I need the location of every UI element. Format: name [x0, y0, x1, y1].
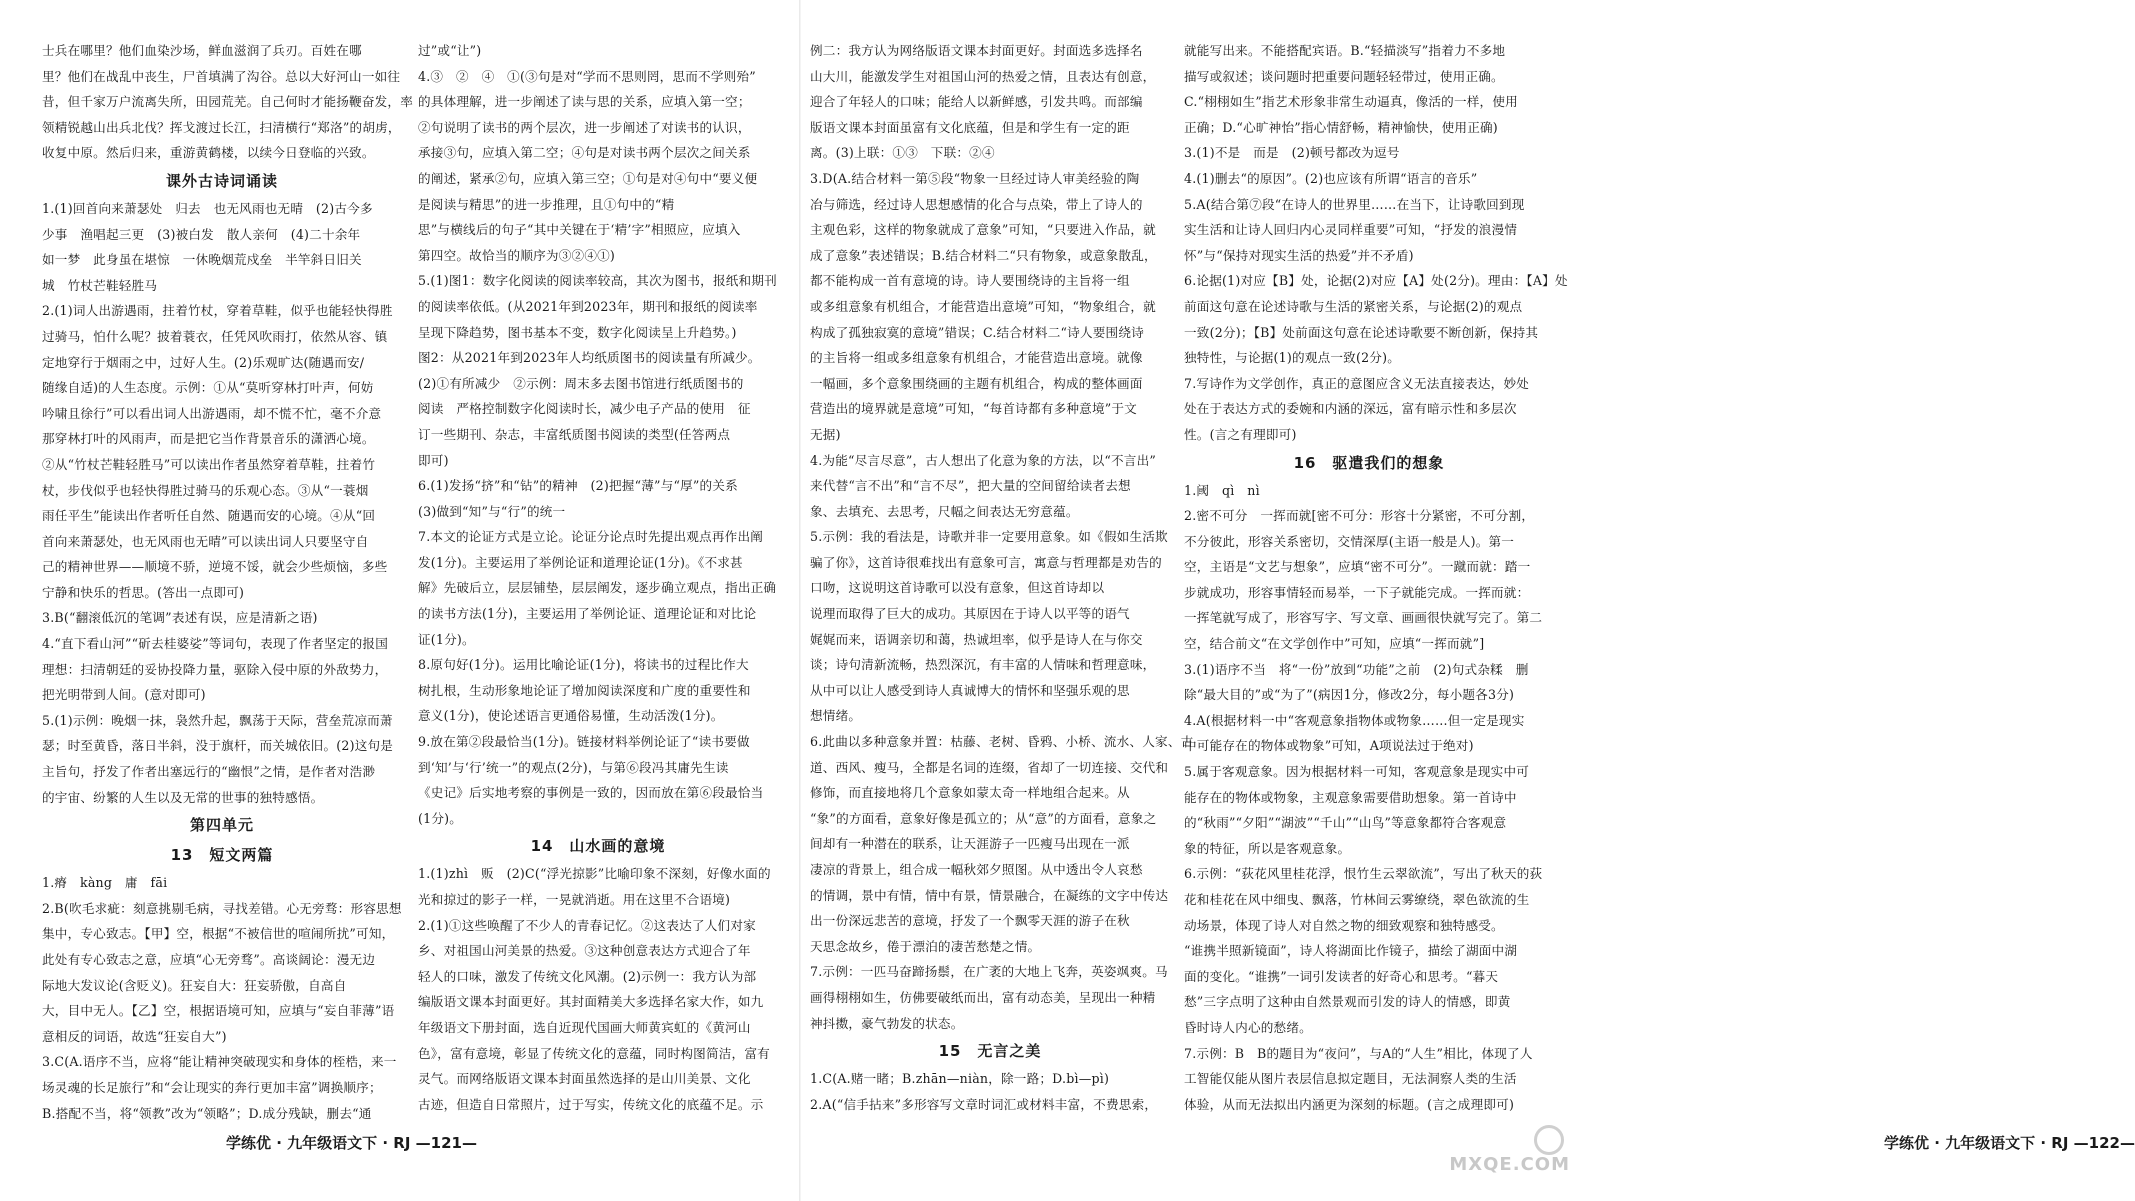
answer-line: 承接③句，应填入第二空；④句是对读书两个层次之间关系 — [418, 145, 751, 161]
answer-line: 空，结合前文“在文学创作中”可知，应填“一挥而就”] — [1184, 636, 1485, 652]
answer-line: 凄凉的背景上，组合成一幅秋郊夕照图。从中透出令人哀愁 — [810, 862, 1143, 877]
answer-line: 1.C(A.赌一睹；B.zhān—niàn，除一路；D.bì—pì) — [810, 1071, 1110, 1087]
answer-line: 到‘知’与‘行’统一”的观点(2分)，与第⑥段冯其庸先生读 — [418, 759, 729, 775]
answer-line: 山大川，能激发学生对祖国山河的热爱之情，且表达有创意， — [810, 68, 1156, 84]
answer-line: 离。(3)上联：①③ 下联：②④ — [810, 145, 995, 161]
answer-line: 除“最大目的”或“为了”(病因1分，修改2分，每小题各3分) — [1184, 687, 1515, 703]
answer-line: 5.A(结合第⑦段“在诗人的世界里……在当下，让诗歌回到现 — [1184, 196, 1525, 212]
answer-line: 定地穿行于烟雨之中，过好人生。(2)乐观旷达(随遇而安/ — [42, 354, 365, 370]
answer-line: 处在于表达方式的委婉和内涵的深远，富有暗示性和多层次 — [1184, 401, 1517, 417]
answer-line: ②句说明了读书的两个层次，进一步阐述了对读书的认识， — [418, 119, 751, 135]
answer-line: 3.D(A.结合材料一第⑤段“物象一旦经过诗人审美经验的陶 — [810, 170, 1140, 186]
answer-line: 例二：我方认为网络版语文课本封面更好。封面选多选择名 — [810, 43, 1143, 58]
answer-line: (1分)。 — [418, 810, 463, 826]
answer-line: 5.(1)图1：数字化阅读的阅读率较高，其次为图书，报纸和期刊 — [418, 273, 777, 289]
column-4 — [1184, 38, 1568, 1128]
answer-line: 来代替“言不出”和“言不尽”，把大量的空间留给读者去想 — [810, 478, 1131, 494]
answer-line: 2.(1)①这些唤醒了不少人的青春记忆。②这表达了人们对家 — [418, 917, 756, 933]
answer-line: 不分彼此，形容关系密切，交情深厚(主语一般是人)。第一 — [1184, 533, 1515, 549]
answer-line: 理想：扫清朝廷的妥协投降力量，驱除入侵中原的外敌势力， — [42, 661, 388, 677]
answer-line: 2.(1)词人出游遇雨，拄着竹杖，穿着草鞋，似乎也能轻快得胜 — [42, 303, 393, 319]
answer-line: 6.示例：“荻花风里桂花浮，恨竹生云翠欲流”，写出了秋天的荻 — [1184, 866, 1543, 882]
answer-line: 的宇宙、纷繁的人生以及无常的世事的独特感悟。 — [42, 789, 324, 805]
answer-line: 象、去填充、去思考，尺幅之间表达无穷意蕴。 — [810, 503, 1079, 519]
answer-line: 年级语文下册封面，选自近现代国画大师黄宾虹的《黄河山 — [418, 1019, 751, 1035]
answer-line: 7.写诗作为文学创作，真正的意图应含义无法直接表达，妙处 — [1184, 375, 1530, 391]
answer-line: 把光明带到人间。(意对即可) — [42, 687, 206, 703]
answer-line: 4.为能“尽言尽意”，古人想出了化意为象的方法，以“不言出” — [810, 452, 1157, 468]
answer-line: 想情绪。 — [810, 708, 862, 724]
answer-line: 图2：从2021年到2023年人均纸质图书的阅读量有所减少。 — [418, 350, 761, 366]
answer-line: 主观色彩，这样的物象就成了意象”可知，“只要进入作品，就 — [810, 222, 1156, 238]
answer-line: 性。(言之有理即可) — [1184, 426, 1297, 442]
answer-line: 4.“直下看山河”“斫去桂婆娑”等词句，表现了作者坚定的报国 — [42, 636, 389, 652]
answer-line: 过骑马，怕什么呢？披着蓑衣，任凭风吹雨打，依然从容、镇 — [42, 328, 388, 344]
answer-line: 昔，但千家万户流离失所，田园荒芜。自己何时才能扬鞭奋发，率 — [42, 94, 414, 110]
answer-line: 编版语文课本封面更好。其封面精美大多选择名家大作，如九 — [418, 994, 764, 1010]
answer-line: 实生活和让诗人回归内心灵同样重要”可知，“抒发的浪漫情 — [1184, 222, 1518, 238]
answer-line: 前面这句意在论述诗歌与生活的紧密关系，与论据(2)的观点 — [1184, 298, 1523, 314]
section-heading: 15 无言之美 — [938, 1042, 1042, 1061]
answer-line: 轻人的口味，激发了传统文化风潮。(2)示例一：我方认为部 — [418, 968, 757, 984]
answer-line: 古迹，但造自日常照片，过于写实，传统文化的底蕴不足。示 — [418, 1096, 764, 1112]
answer-line: 那穿林打叶的风雨声，而是把它当作背景音乐的潇洒心境。 — [42, 431, 375, 447]
answer-line: 动场景，体现了诗人对自然之物的细致观察和独特感受。 — [1184, 917, 1504, 933]
answer-line: 解》先破后立，层层铺垫，层层阐发，逐步确立观点，指出正确 — [418, 580, 777, 596]
answer-line: 从中可以让人感受到诗人真诚博大的情怀和坚强乐观的思 — [810, 682, 1130, 698]
section-heading: 第四单元 — [189, 816, 254, 835]
answer-line: 大，目中无人。【乙】空，根据语境可知，应填与“妄自菲薄”语 — [42, 1003, 395, 1019]
answer-line: 一幅画，多个意象围绕画的主题有机组合，构成的整体画面 — [810, 375, 1143, 391]
answer-line: 一挥笔就写成了，形容写字、写文章、画画很快就写完了。第二 — [1184, 610, 1543, 626]
answer-line: 的主旨将一组或多组意象有机组合，才能营造出意境。就像 — [810, 350, 1143, 366]
answer-line: 口吻，这说明这首诗歌可以没有意象，但这首诗却以 — [810, 580, 1105, 596]
answer-line: 营造出的境界就是意境”可知，“每首诗都有多种意境”于文 — [810, 401, 1137, 417]
answer-line: 就能写出来。不能搭配宾语。B.“轻描淡写”指着力不多地 — [1184, 43, 1506, 58]
watermark-circle-icon — [1534, 1125, 1564, 1155]
answer-line: 的阅读率依低。(从2021年到2023年，期刊和报纸的阅读率 — [418, 298, 758, 314]
section-heading: 14 山水画的意境 — [530, 837, 666, 856]
answer-line: 即可) — [418, 452, 449, 468]
answer-line: 1.瘠 kàng 庸 fāi — [42, 875, 168, 891]
section-heading: 13 短文两篇 — [170, 846, 274, 865]
answer-line: 7.示例：一匹马奋蹄扬鬃，在广袤的大地上飞奔，英姿飒爽。马 — [810, 964, 1168, 980]
answer-line: 3.(1)不是 而是 (2)顿号都改为逗号 — [1184, 145, 1400, 161]
page-left — [0, 0, 800, 1201]
page-right — [800, 0, 2135, 1201]
answer-line: 第四空。故恰当的顺序为③②④①) — [418, 247, 616, 263]
answer-line: 迎合了年轻人的口味；能给人以新鲜感，引发共鸣。而部编 — [810, 94, 1143, 110]
answer-line: 描写或叙述；谈问题时把重要问题轻轻带过，使用正确。 — [1184, 68, 1504, 84]
answer-line: 8.原句好(1分)。运用比喻论证(1分)，将读书的过程比作大 — [418, 657, 749, 673]
answer-line: 构成了孤独寂寞的意境”错误；C.结合材料二“诗人要围绕诗 — [810, 324, 1144, 340]
answer-line: 间却有一种潜在的联系，让天涯游子一匹瘦马出现在一派 — [810, 836, 1130, 852]
answer-line: B.搭配不当，将“领教”改为“领略”；D.成分残缺，删去“通 — [42, 1105, 372, 1121]
answer-line: 士兵在哪里？他们血染沙场，鲜血滋润了兵刃。百姓在哪 — [42, 43, 362, 58]
answer-line: 画得栩栩如生，仿佛要破纸而出，富有动态美，呈现出一种精 — [810, 989, 1156, 1005]
answer-line: 一致(2分)；【B】处前面这句意在论述诗歌要不断创新，保持其 — [1184, 324, 1539, 340]
answer-line: 3.(1)语序不当 将“一份”放到“功能”之前 (2)句式杂糅 删 — [1184, 661, 1529, 677]
answer-line: 2.A(“信手拈来”多形容写文章时词汇或材料丰富，不费思索， — [810, 1096, 1158, 1112]
answer-line: 树扎根，生动形象地论证了增加阅读深度和广度的重要性和 — [418, 682, 751, 698]
answer-line: 出一份深远悲苦的意境，抒发了一个飘零天涯的游子在秋 — [810, 913, 1130, 929]
answer-line: 的具体理解，进一步阐述了读与思的关系，应填入第一空； — [418, 94, 751, 110]
answer-line: 独特性，与论据(1)的观点一致(2分)。 — [1184, 350, 1400, 366]
answer-line: 面的变化。“谁携”一词引发读者的好奇心和思考。“暮天 — [1184, 968, 1499, 984]
answer-line: 1.(1)zhì 贩 (2)C(“浮光掠影”比喻印象不深刻，好像水面的 — [418, 866, 771, 882]
answer-line: 神抖擞，豪气勃发的状态。 — [810, 1015, 964, 1031]
answer-line: 如一梦 此身虽在堪惊 一休晚烟荒戍垒 半竿斜日旧关 — [42, 252, 362, 268]
answer-line: 《史记》后实地考察的事例是一致的，因而放在第⑥段最恰当 — [418, 785, 764, 801]
answer-line: 怀”与“保持对现实生活的热爱”并不矛盾) — [1184, 247, 1414, 263]
answer-line: 5.属于客观意象。因为根据材料一可知，客观意象是现实中可 — [1184, 764, 1530, 780]
answer-line: 首向来萧瑟处，也无风雨也无晴”可以读出词人只要坚守自 — [42, 533, 369, 549]
answer-line: 4.(1)删去“的原因”。(2)也应该有所谓“语言的音乐” — [1184, 170, 1478, 186]
answer-line: 发(1分)。主要运用了举例论证和道理论证(1分)。《不求甚 — [418, 554, 743, 570]
answer-line: 色》，富有意境，彰显了传统文化的意蕴，同时构图简洁，富有 — [418, 1045, 770, 1061]
watermark-text: MXQE.COM — [1449, 1154, 1570, 1175]
answer-line: 光和掠过的影子一样，一晃就消逝。用在这里不合语境) — [418, 892, 731, 907]
answer-line: 6.此曲以多种意象并置：枯藤、老树、昏鸦、小桥、流水、人家、古 — [810, 734, 1194, 750]
column-2 — [418, 38, 778, 1128]
answer-line: 4.③ ② ④ ①(③句是对“学而不思则罔，思而不学则殆” — [418, 68, 756, 84]
answer-line: 瑟；时至黄昏，落日半斜，没于旗杆，而关城依旧。(2)这句是 — [42, 738, 394, 754]
answer-line: 中可能存在的物体或物象”可知，A项说法过于绝对) — [1184, 738, 1474, 754]
answer-line: 乡、对祖国山河美景的热爱。③这种创意表达方式迎合了年 — [418, 943, 751, 959]
answer-line: 证(1分)。 — [418, 631, 475, 647]
answer-line: 意相反的词语，故选“狂妄自大”) — [42, 1028, 227, 1044]
answer-line: “象”的方面看，意象好像是孤立的；从“意”的方面看，意象之 — [810, 810, 1157, 826]
answer-line: 5.(1)示例：晚烟一抹，袅然升起，飘荡于天际，营垒荒凉而萧 — [42, 712, 393, 728]
answer-line: 道、西风、瘦马，全都是名词的连缀，省却了一切连接、交代和 — [810, 759, 1169, 775]
section-heading: 16 驱遣我们的想象 — [1293, 453, 1445, 472]
answer-line: 能存在的物体或物象，主观意象需要借助想象。第一首诗中 — [1184, 789, 1517, 805]
answer-line: 说理而取得了巨大的成功。其原因在于诗人以平等的语气 — [810, 606, 1130, 622]
answer-line: “谁携半照新镜面”，诗人将湖面比作镜子，描绘了湖面中湖 — [1184, 943, 1518, 959]
answer-line: (2)①有所减少 ②示例：周末多去图书馆进行纸质图书的 — [418, 375, 744, 391]
answer-line: 步就成功，形容事情轻而易举，一下子就能完成。一挥而就： — [1184, 584, 1530, 600]
answer-line: ②从“竹杖芒鞋轻胜马”可以读出作者虽然穿着草鞋，拄着竹 — [42, 456, 376, 472]
answer-line: 或多组意象有机组合，才能营造出意境”可知，“物象组合，就 — [810, 298, 1156, 314]
answer-line: C.“栩栩如生”指艺术形象非常生动逼真，像活的一样，使用 — [1184, 94, 1518, 110]
answer-line: 3.B(“翻滚低沉的笔调”表述有误，应是清新之语) — [42, 610, 318, 626]
answer-line: 的情调，景中有情，情中有景，情景融合，在凝练的文字中传达 — [810, 887, 1169, 903]
answer-line: 6.论据(1)对应【B】处，论据(2)对应【A】处(2分)。理由：【A】处 — [1184, 273, 1568, 289]
answer-line: 主旨句，抒发了作者出塞远行的“幽恨”之情，是作者对浩渺 — [42, 764, 376, 780]
answer-line: 体验，从而无法拟出内涵更为深刻的标题。(言之成理即可) — [1184, 1096, 1515, 1112]
answer-line: 杖，步伐似乎也轻快得胜过骑马的乐观心态。③从“一蓑烟 — [42, 482, 369, 498]
answer-line: 1.阈 qì nì — [1184, 482, 1260, 498]
answer-line: 都不能构成一首有意境的诗。诗人要围绕诗的主旨将一组 — [810, 273, 1130, 289]
section-heading: 课外古诗词诵读 — [165, 171, 278, 190]
answer-line: 5.示例：我的看法是，诗歌并非一定要用意象。如《假如生活欺 — [810, 529, 1168, 545]
watermark-logo — [1420, 1125, 1570, 1175]
answer-line: 随缘自适)的人生态度。示例：①从“莫听穿林打叶声，何妨 — [42, 380, 374, 396]
answer-line: 昏时诗人内心的愁绪。 — [1184, 1019, 1312, 1035]
answer-line: 呈现下降趋势，图书基本不变，数字化阅读呈上升趋势。) — [418, 324, 737, 340]
answer-line: 际地大发议论(含贬义)。狂妄自大：狂妄骄傲，自高自 — [42, 977, 347, 993]
answer-line: 天思念故乡，倦于漂泊的凄苦愁楚之情。 — [810, 938, 1041, 954]
answer-line: 工智能仅能从图片表层信息拟定题目，无法洞察人类的生活 — [1184, 1071, 1517, 1087]
answer-line: 象的特征，所以是客观意象。 — [1184, 840, 1351, 856]
answer-line: 灵气。而网络版语文课本封面虽然选择的是山川美景、文化 — [418, 1071, 751, 1087]
page-footer-left: 学练优 · 九年级语文下 · RJ —121— — [226, 1134, 477, 1152]
answer-line: 集中，专心致志。【甲】空，根据“不被信世的喧闹所扰”可知， — [42, 926, 395, 942]
answer-line: 7.示例：B B的题目为“夜问”，与A的“人生”相比，体现了人 — [1184, 1045, 1533, 1061]
answer-line: 谈；诗句清新流畅，热烈深沉，有丰富的人情味和哲理意味， — [810, 657, 1156, 673]
answer-line: 3.C(A.语序不当，应将“能让精神突破现实和身体的桎梏，来一 — [42, 1054, 397, 1070]
answer-line: 9.放在第②段最恰当(1分)。链接材料举例论证了“读书要做 — [418, 734, 750, 750]
answer-line: 修饰，而直接地将几个意象如蒙太奇一样地组合起来。从 — [810, 785, 1130, 801]
answer-line: 成了意象”表述错误；B.结合材料二“只有物象，或意象散乱， — [810, 247, 1157, 263]
answer-line: 阅读 严格控制数字化阅读时长，减少电子产品的使用 征 — [418, 401, 751, 417]
answer-line: 2.密不可分 一挥而就[密不可分：形容十分紧密，不可分割， — [1184, 508, 1535, 524]
answer-line: 的阐述，紧承②句，应填入第三空；①句是对④句中“要义便 — [418, 170, 758, 186]
answer-line: 订一些期刊、杂志，丰富纸质图书阅读的类型(任答两点 — [418, 426, 731, 442]
answer-line: 里？他们在战乱中丧生，尸首填满了沟谷。总以大好河山一如往 — [42, 68, 401, 84]
answer-line: 4.A(根据材料一中“客观意象指物体或物象……但一定是现实 — [1184, 712, 1525, 728]
answer-line: (3)做到“知”与“行”的统一 — [418, 503, 566, 519]
answer-line: 花和桂花在风中细曳、飘落，竹林间云雾缭绕，翠色欲流的生 — [1184, 892, 1530, 907]
answer-line: 场灵魂的长足旅行”和“会让现实的奔行更加丰富”调换顺序； — [42, 1079, 382, 1095]
answer-line: 的读书方法(1分)，主要运用了举例论证、道理论证和对比论 — [418, 606, 757, 622]
answer-line: 雨任平生”能读出作者听任自然、随遇而安的心境。④从“回 — [42, 508, 376, 524]
answer-line: 无据) — [810, 426, 841, 442]
answer-line: 意义(1分)，使论述语言更通俗易懂，生动活泼(1分)。 — [418, 708, 724, 724]
answer-line: 己的精神世界——顺境不骄，逆境不馁，就会少些烦恼，多些 — [42, 559, 388, 575]
answer-line: 思”与横线后的句子“其中关键在于‘精’字”相照应，应填入 — [418, 222, 741, 238]
answer-line: 2.B(吹毛求疵：刻意挑剔毛病，寻找差错。心无旁骛：形容思想 — [42, 900, 402, 916]
page-footer-right: 学练优 · 九年级语文下 · RJ —122— — [1884, 1134, 2135, 1152]
answer-line: 此处有专心致志之意，应填“心无旁骛”。高谈阔论：漫无边 — [42, 952, 376, 967]
answer-line: 少事 渔唱起三更 (3)被白发 散人亲何 (4)二十余年 — [42, 226, 361, 242]
answer-line: 正确；D.“心旷神怡”指心情舒畅，精神愉快，使用正确) — [1184, 119, 1498, 135]
column-1 — [42, 38, 414, 1128]
answer-line: 的“秋雨”“夕阳”“湖波”“千山”“山鸟”等意象都符合客观意 — [1184, 815, 1507, 831]
answer-line: 骗了你》，这首诗很难找出有意象可言，寓意与哲理都是劝告的 — [810, 554, 1162, 570]
answer-line: 愁”三字点明了这种由自然景观而引发的诗人的情感，即黄 — [1184, 994, 1511, 1010]
answer-line: 是阅读与精思”的进一步推理，且①句中的“精 — [418, 196, 675, 212]
answer-line: 吟啸且徐行”可以看出词人出游遇雨，却不慌不忙，毫不介意 — [42, 405, 382, 421]
answer-line: 宁静和快乐的哲思。(答出一点即可) — [42, 584, 245, 600]
answer-line: 1.(1)回首向来萧瑟处 归去 也无风雨也无晴 (2)古今多 — [42, 200, 373, 216]
answer-line: 6.(1)发扬“挤”和“钻”的精神 (2)把握“薄”与“厚”的关系 — [418, 478, 738, 494]
answer-line: 城 竹杖芒鞋轻胜马 — [42, 277, 158, 293]
answer-line: 版语文课本封面虽富有文化底蕴，但是和学生有一定的距 — [810, 119, 1130, 135]
column-3 — [810, 38, 1194, 1128]
answer-line: 娓娓而来，语调亲切和蔼，热诚坦率，似乎是诗人在与你交 — [810, 631, 1143, 647]
answer-line: 空，主语是“文艺与想象”，应填“密不可分”。一蹴而就：踏一 — [1184, 559, 1531, 575]
answer-line: 冶与筛选，经过诗人思想感情的化合与点染，带上了诗人的 — [810, 196, 1143, 212]
answer-line: 7.本文的论证方式是立论。论证分论点时先提出观点再作出阐 — [418, 529, 764, 545]
answer-line: 过”或“让”) — [418, 43, 482, 58]
answer-line: 领精锐越山出兵北伐？挥戈渡过长江，扫清横行“郑洛”的胡虏， — [42, 119, 401, 135]
answer-line: 收复中原。然后归来，重游黄鹤楼，以续今日登临的兴致。 — [42, 145, 375, 161]
